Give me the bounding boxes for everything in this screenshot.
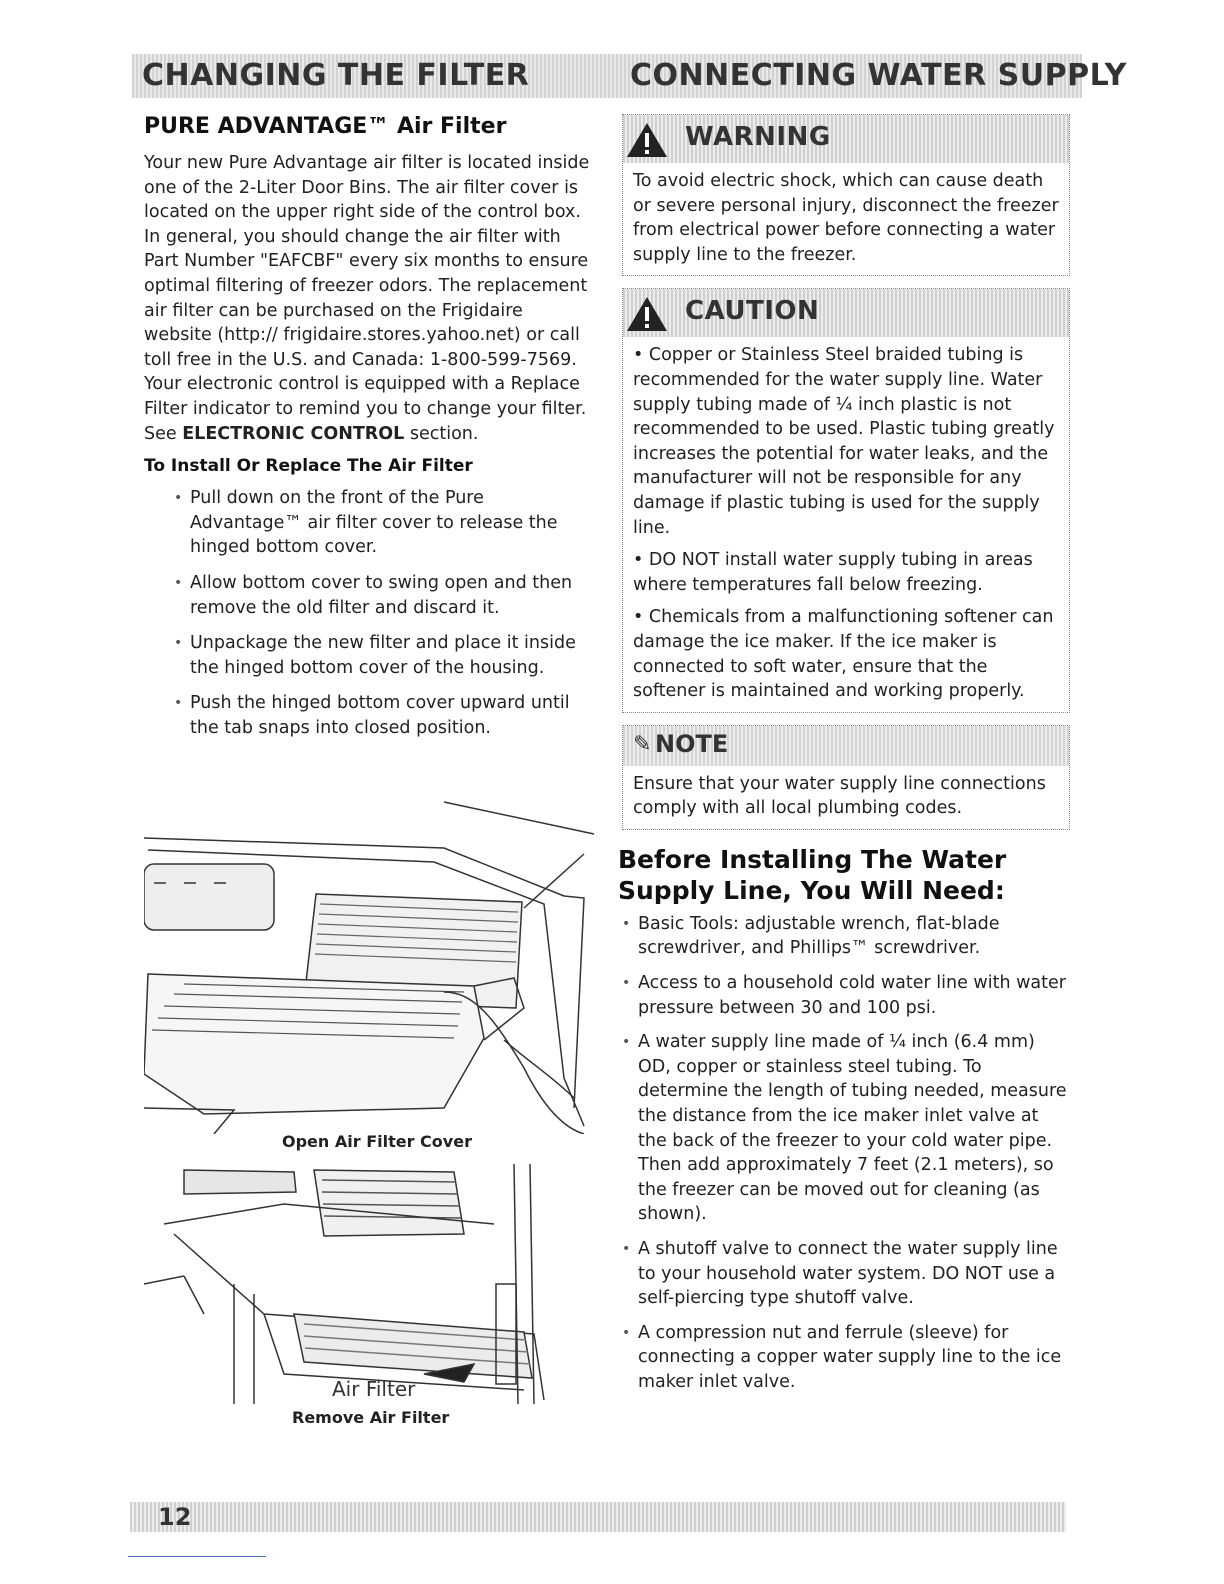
section-header-connecting-water: CONNECTING WATER SUPPLY xyxy=(616,54,1082,98)
needs-item xyxy=(622,912,1070,961)
filter-intro xyxy=(144,151,592,446)
warning-body xyxy=(623,163,1069,275)
bullet-dot: • xyxy=(174,695,183,712)
caution-header xyxy=(623,289,1069,337)
bullet-dot: • xyxy=(622,1324,631,1341)
install-step xyxy=(174,571,592,620)
bullet-dot: • xyxy=(174,490,183,507)
before-installing-heading: Before Installing The Water Supply Line, You Will Need: xyxy=(618,844,1007,905)
install-subheading: To Install Or Replace The Air Filter xyxy=(144,456,473,477)
needs-item xyxy=(622,971,1070,1020)
note-header xyxy=(623,726,1069,766)
install-step xyxy=(174,631,592,680)
bullet-dot: • xyxy=(174,635,183,652)
note-body xyxy=(623,766,1069,829)
filter-heading: PURE ADVANTAGE™ Air Filter xyxy=(144,114,507,139)
note-box xyxy=(622,725,1070,830)
install-step-text: Allow bottom cover to swing open and then remove the old filter and discard it. xyxy=(190,572,573,618)
filter-intro-text: Your new Pure Advantage air filter is located inside one of the 2-Liter Door Bins. The air filter cover is located on the upper right side of the control box. In general, you should change the air filter with Part Number "EAFCBF" every six months to ensure optimal filtering of freezer odors. The replacement air filter can be purchased on the Frigidaire website (http:// frigidaire.stores.yahoo.net) or call toll free in the U.S. and Canada: 1-800-599-7569. Your electronic control is equipped with a Replace Filter indicator to remind you to change your filter. See xyxy=(144,153,590,444)
caution-body xyxy=(623,337,1069,711)
section-header-changing-filter: CHANGING THE FILTER xyxy=(132,54,616,98)
bullet-dot: • xyxy=(622,1241,631,1257)
figure1-caption: Open Air Filter Cover xyxy=(282,1132,472,1151)
warning-title: WARNING xyxy=(685,122,831,152)
filter-intro-bold: ELECTRONIC CONTROL xyxy=(182,423,405,444)
needs-item-text: Access to a household cold water line with water pressure between 30 and 100 psi. xyxy=(638,973,1066,1018)
bullet-dot: • xyxy=(622,975,631,992)
needs-item-text: A water supply line made of ¼ inch (6.4 mm) OD, copper or stainless steel tubing. To determine the length of tubing needed, measure the distance from the ice maker inlet valve at the back of the freezer to your cold water pipe. Then add approximately 7 feet (2.1 meters), so the freezer can be moved out for cleaning (as shown). xyxy=(638,1032,1067,1225)
bullet-dot: • xyxy=(174,574,183,591)
install-step-text: Push the hinged bottom cover upward until the tab snaps into closed position. xyxy=(190,693,570,738)
caution-box xyxy=(622,288,1070,712)
note-text: Ensure that your water supply line connections comply with all local plumbing codes. xyxy=(633,773,1046,819)
footer-link-underline xyxy=(128,1556,266,1557)
warning-text: To avoid electric shock, which can cause death or severe personal injury, disconnect the freezer from electrical power before connecting a water supply line to the freezer. xyxy=(633,171,1059,265)
install-step-text: Unpackage the new filter and place it inside the hinged bottom cover of the housing. xyxy=(190,633,576,678)
bullet-dot: • xyxy=(622,1034,631,1051)
needs-item-text: A shutoff valve to connect the water supply line to your household water system. DO NOT use a self-piercing type shutoff valve. xyxy=(638,1239,1058,1309)
needs-item xyxy=(622,1321,1070,1395)
needs-item-text: A compression nut and ferrule (sleeve) for connecting a copper water supply line to the ice maker inlet valve. xyxy=(638,1322,1062,1392)
install-step xyxy=(174,691,592,740)
needs-list xyxy=(622,912,1070,1395)
needs-item xyxy=(622,1030,1070,1227)
needs-item xyxy=(622,1237,1070,1311)
bullet-dot: • xyxy=(622,915,631,932)
caution-item: • DO NOT install water supply tubing in areas where temperatures fall below freezing. xyxy=(633,550,1033,595)
page-number: 12 xyxy=(130,1502,1066,1532)
install-steps-list xyxy=(174,486,592,740)
install-step xyxy=(174,486,592,560)
right-column xyxy=(614,114,1070,1405)
install-step-text: Pull down on the front of the Pure Advantage™ air filter cover to release the hinged bottom cover. xyxy=(190,488,558,558)
warning-triangle-icon xyxy=(625,121,669,159)
caution-title: CAUTION xyxy=(685,296,820,327)
note-pencil-icon: ✎ xyxy=(633,731,652,757)
caution-item: • Copper or Stainless Steel braided tubing is recommended for the water supply line. Water supply tubing made of ¼ inch plastic is not recommended to be used. Plastic tubing greatly increases the potential for water leaks, and the manufacturer will not be responsible for any damage if plastic tubing is used for the supply line. xyxy=(633,345,1055,538)
needs-item-text: Basic Tools: adjustable wrench, flat-blade screwdriver, and Phillips™ screwdriver. xyxy=(638,913,1000,959)
note-title: NOTE xyxy=(655,729,729,758)
caution-triangle-icon xyxy=(625,295,669,333)
warning-box xyxy=(622,114,1070,276)
remove-air-filter-illustration xyxy=(144,1164,554,1410)
figure2-caption: Remove Air Filter xyxy=(292,1408,450,1427)
air-filter-label: Air Filter xyxy=(332,1377,416,1401)
left-column xyxy=(144,114,592,751)
caution-item: • Chemicals from a malfunctioning softener can damage the ice maker. If the ice maker is connected to soft water, ensure that the softener is maintained and working properly. xyxy=(633,607,1054,702)
filter-intro-end: section. xyxy=(404,423,479,444)
open-air-filter-cover-illustration xyxy=(144,778,600,1134)
warning-header xyxy=(623,115,1069,163)
